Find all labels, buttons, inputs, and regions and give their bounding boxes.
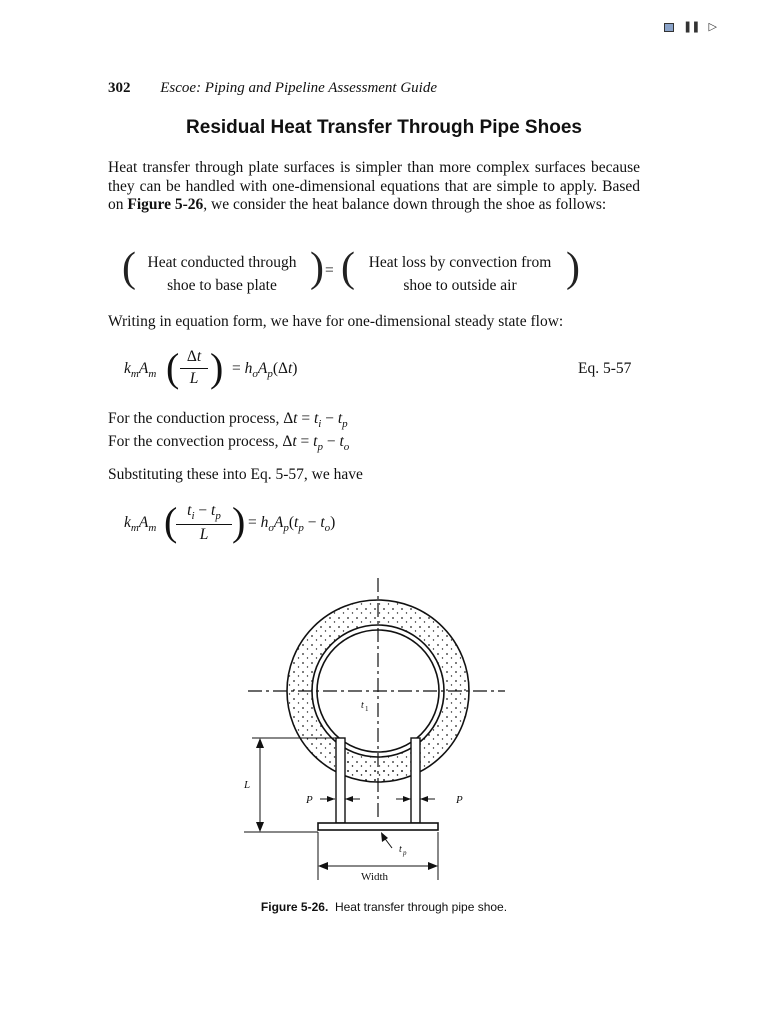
play-icon[interactable]: ▷	[708, 20, 717, 33]
intro-text-a: Heat transfer through plate surfaces is simpler than more complex surfaces because they can be handled with one-dimensional equations that are simple to apply. Based on	[108, 159, 640, 213]
balance-left-line1: Heat conducted through	[147, 254, 297, 271]
intro-text-b: , we consider the heat balance down through the shoe as follows:	[203, 196, 607, 213]
label-tp: t	[399, 844, 402, 855]
substituted-equation: $k_mA_m$ ( $t_i - t_p$ L ) = $h_oA_p(t_p - t_o)$	[124, 499, 336, 544]
equation-label: Eq. 5-57	[578, 360, 632, 377]
equation-5-57: $k_mA_m$ ( Δt L ) = $h_oA_p(\Delta t)$ Eq. 5-57	[124, 345, 632, 390]
balance-right-line2: shoe to outside air	[403, 277, 517, 294]
running-title: Escoe: Piping and Pipeline Assessment Guide	[160, 80, 438, 96]
shoe-left-plate	[336, 738, 345, 823]
substitution-text: Substituting these into Eq. 5-57, we have	[108, 466, 363, 483]
base-plate	[318, 823, 438, 830]
heat-balance-equation	[122, 246, 582, 296]
right-paren-open: (	[341, 245, 355, 291]
intro-paragraph	[108, 159, 640, 215]
running-header	[108, 80, 437, 97]
conduction-text: For the conduction process,	[108, 410, 284, 427]
balance-left-term	[134, 251, 310, 297]
label-P-right: P	[456, 794, 463, 806]
shoe-right-plate	[411, 738, 420, 823]
balance-right-line1: Heat loss by convection from	[368, 254, 552, 271]
process-definitions	[108, 410, 640, 456]
balance-equals: =	[325, 262, 334, 279]
left-paren-close: )	[310, 245, 324, 291]
right-paren-close: )	[566, 245, 580, 291]
convection-line: For the convection process, $\Delta t = t_p - t_o$	[108, 433, 350, 454]
label-t1-sub: 1	[365, 705, 369, 713]
label-P-left: P	[306, 794, 313, 806]
figure-reference[interactable]: Figure 5-26	[127, 196, 204, 213]
section-title: Residual Heat Transfer Through Pipe Shoes	[186, 117, 582, 138]
equation-intro: Writing in equation form, we have for one-dimensional steady state flow:	[108, 313, 564, 330]
convection-text: For the convection process,	[108, 433, 283, 451]
label-width: Width	[361, 871, 389, 883]
pipe-shoe-figure	[220, 570, 520, 890]
viewer-controls	[664, 20, 717, 33]
caption-text: Heat transfer through pipe shoe.	[334, 900, 508, 914]
left-paren-open: (	[122, 245, 136, 291]
label-t1: t	[361, 700, 364, 711]
page-number: 302	[108, 80, 131, 96]
balance-left-line2: shoe to base plate	[167, 277, 277, 294]
pause-icon[interactable]: ❚❚	[683, 20, 700, 33]
figure-caption	[0, 900, 768, 914]
caption-label: Figure 5-26.	[260, 900, 329, 914]
conduction-line: For the conduction process, $\Delta t = t_i - t_p$	[108, 410, 348, 431]
label-tp-sub: p	[403, 849, 407, 857]
label-L: L	[244, 779, 251, 791]
balance-right-term	[352, 251, 568, 297]
page-icon[interactable]	[664, 23, 674, 32]
